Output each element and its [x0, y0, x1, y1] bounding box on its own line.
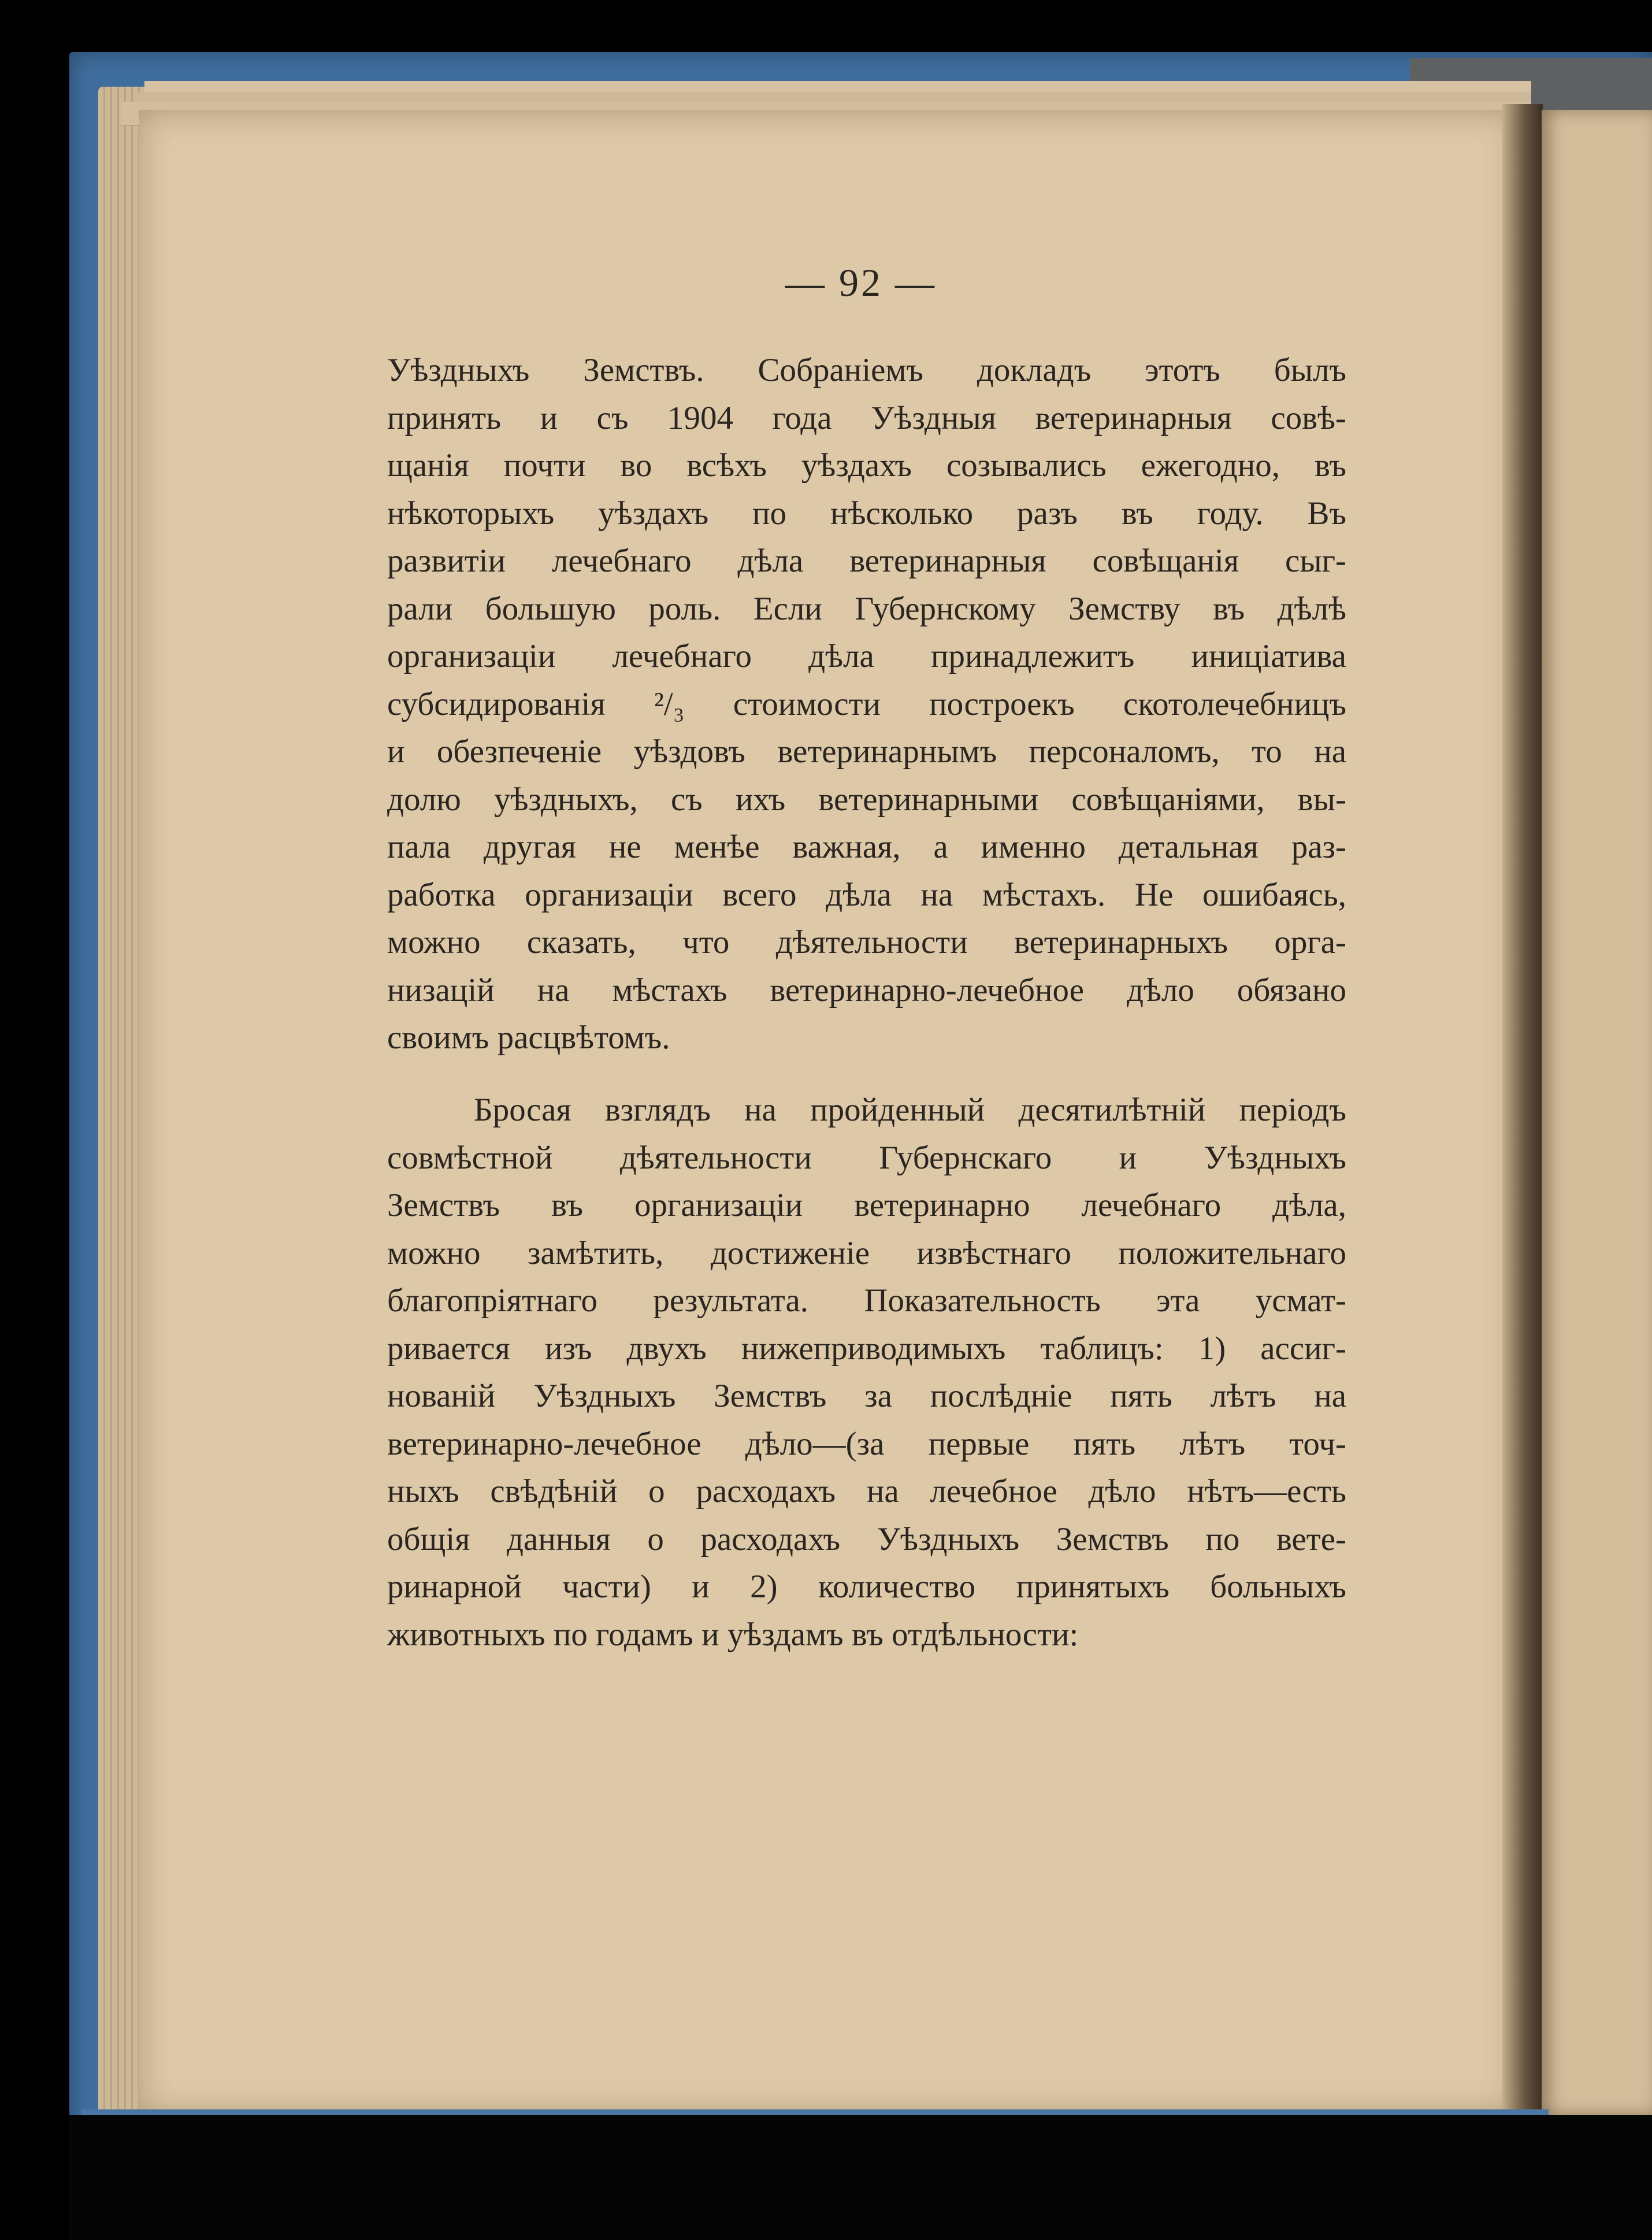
- text-line: Земствъ въ организаціи ветеринарно лечебнаго дѣла,: [387, 1187, 1346, 1223]
- text-line: общія данныя о расходахъ Уѣздныхъ Земствъ по вете-: [387, 1520, 1346, 1557]
- text-line: совмѣстной дѣятельности Губернскаго и Уѣздныхъ: [387, 1139, 1346, 1176]
- text-line: ныхъ свѣдѣній о расходахъ на лечебное дѣло нѣтъ—есть: [387, 1473, 1346, 1510]
- page-gutter: [1502, 104, 1543, 2127]
- text-line: Уѣздныхъ Земствъ. Собраніемъ докладъ этотъ былъ: [387, 352, 1346, 388]
- text-line: животныхъ по годамъ и уѣздамъ въ отдѣльности:: [387, 1616, 1079, 1653]
- text-line: благопріятнаго результата. Показательность эта усмат-: [387, 1282, 1346, 1319]
- paragraph: [387, 1086, 1346, 1659]
- text-line: Бросая взглядъ на пройденный десятилѣтній періодъ: [474, 1092, 1346, 1128]
- text-line: нованій Уѣздныхъ Земствъ за послѣдніе пять лѣтъ на: [387, 1378, 1346, 1414]
- text-line: работка организаціи всего дѣла на мѣстахъ. Не ошибаясь,: [387, 876, 1346, 913]
- text-line: субсидированія ²/₃ стоимости построекъ скотолечебницъ: [387, 685, 1346, 722]
- text-line: долю уѣздныхъ, съ ихъ ветеринарными совѣщаніями, вы-: [387, 781, 1346, 818]
- text-line: нѣкоторыхъ уѣздахъ по нѣсколько разъ въ году. Въ: [387, 495, 1346, 532]
- page-number: — 92 —: [785, 261, 937, 305]
- text-line: ривается изъ двухъ нижеприводимыхъ таблицъ: 1) ассиг-: [387, 1330, 1346, 1367]
- text-line: развитіи лечебнаго дѣла ветеринарныя совѣщанія сыг-: [387, 543, 1346, 579]
- next-page-edge: [1542, 110, 1652, 2115]
- text-line: можно сказать, что дѣятельности ветеринарныхъ орга-: [387, 924, 1346, 960]
- text-line: можно замѣтить, достиженіе извѣстнаго положительнаго: [387, 1234, 1346, 1271]
- paragraph: [387, 347, 1346, 1062]
- text-line: принять и съ 1904 года Уѣздныя ветеринарныя совѣ-: [387, 399, 1346, 436]
- background-strip: [69, 2115, 1652, 2240]
- text-line: рали большую роль. Если Губернскому Земству въ дѣлѣ: [387, 590, 1346, 627]
- text-line: пала другая не менѣе важная, а именно детальная раз-: [387, 829, 1346, 865]
- text-line: ринарной части) и 2) количество принятыхъ больныхъ: [387, 1568, 1346, 1605]
- text-line: организаціи лечебнаго дѣла принадлежитъ иниціатива: [387, 638, 1346, 674]
- text-line: ветеринарно-лечебное дѣло—(за первые пять лѣтъ точ-: [387, 1425, 1346, 1462]
- text-line: низацій на мѣстахъ ветеринарно-лечебное дѣло обязано: [387, 971, 1346, 1008]
- text-line: и обезпеченіе уѣздовъ ветеринарнымъ персоналомъ, то на: [387, 733, 1346, 770]
- text-line: своимъ расцвѣтомъ.: [387, 1019, 670, 1056]
- text-line: щанія почти во всѣхъ уѣздахъ созывались ежегодно, въ: [387, 447, 1346, 484]
